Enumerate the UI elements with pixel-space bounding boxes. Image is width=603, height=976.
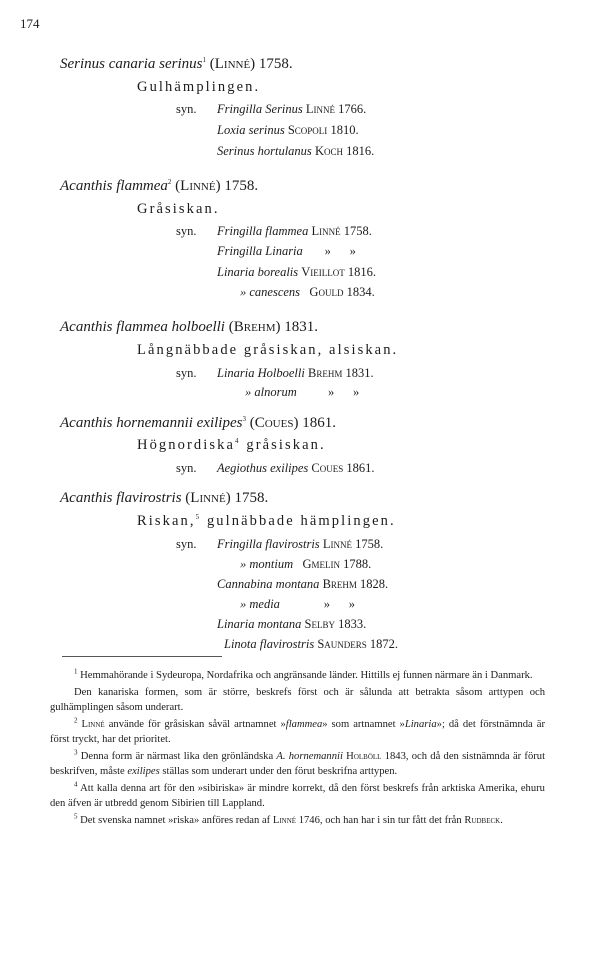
- species-name: Acanthis flammea holboelli: [60, 319, 225, 335]
- synonym-author: »: [328, 385, 335, 399]
- synonym-year: »: [349, 244, 356, 258]
- synonym-author: Linné: [305, 102, 336, 116]
- synonym-year: 1833.: [338, 617, 367, 631]
- synonym-year: 1816.: [346, 144, 375, 158]
- synonym-year: 1766.: [338, 102, 367, 116]
- footnote-mark: 3: [74, 747, 78, 756]
- footnote-4: [50, 781, 545, 812]
- footnote-text: använde för gråsiskan såväl artnamnet »: [108, 718, 286, 730]
- species-name: Acanthis hornemannii exilipes: [60, 415, 243, 431]
- footnote-text: 1843, och då den sistnämnda är förut beskrifven, måste: [50, 750, 546, 777]
- synonym-author: Selby: [304, 617, 335, 631]
- common-name-rest: gulnäbbade hämplingen.: [206, 513, 396, 529]
- common-name: Gulhämplingen.: [137, 79, 261, 95]
- footnote-italic: flammea: [285, 718, 323, 730]
- synonym-author: Saunders: [317, 637, 367, 651]
- synonym-name: Cannabina montana: [217, 577, 320, 591]
- footnote-text: Den kanariska formen, som är större, beskrefs först och är sålunda att betrakta såsom arttypen och gulhämplingen såsom underart.: [50, 686, 545, 713]
- synonym-line: [217, 265, 376, 280]
- synonym-name: » canescens: [240, 285, 301, 299]
- synonym-line: [240, 557, 371, 572]
- synonym-line: [245, 385, 359, 400]
- footnote-ref: 5: [195, 513, 202, 522]
- synonym-author: Coues: [311, 461, 344, 475]
- synonym-year: 1861.: [346, 461, 375, 475]
- footnote-5: [50, 813, 545, 829]
- synonym-author: »: [324, 244, 331, 258]
- synonym-year: 1788.: [343, 557, 372, 571]
- synonym-line: [217, 144, 374, 159]
- footnote-mark: 2: [74, 715, 78, 724]
- footnote-divider: [62, 656, 222, 657]
- species-authority: (Linné) 1758.: [209, 56, 293, 72]
- synonym-line: [217, 244, 356, 259]
- species-heading: [60, 415, 336, 432]
- footnote-text: »; då det förstnämnda är först tryckt, har det prioritet.: [50, 718, 545, 745]
- synonym-author: Gould: [309, 285, 344, 299]
- synonym-name: Aegiothus exilipes: [217, 461, 309, 475]
- common-name-rest: gråsiskan.: [246, 437, 326, 453]
- synonym-year: 1816.: [347, 265, 377, 279]
- footnote-author: Linné: [272, 814, 297, 826]
- synonym-line: [217, 461, 375, 476]
- footnote-mark: 4: [74, 779, 78, 788]
- species-authority: (Brehm) 1831.: [228, 319, 319, 335]
- common-name: Gråsiskan.: [137, 201, 220, 217]
- footnote-author: Linné: [81, 718, 105, 730]
- synonym-name: » alnorum: [245, 385, 297, 399]
- footnote-italic: Linaria: [404, 718, 437, 730]
- synonym-author: Gmelin: [302, 557, 341, 571]
- syn-label: syn.: [176, 461, 197, 475]
- footnote-author: Rudbeck: [464, 814, 501, 826]
- footnote-text: Denna form är närmast lika den grönländska: [80, 750, 274, 762]
- footnote-ref: 4: [235, 437, 241, 446]
- synonym-author: Brehm: [307, 366, 343, 380]
- footnote-text: ställas som underart under den förut beskrifna arttypen.: [162, 766, 398, 777]
- footnote-ref: 2: [167, 178, 172, 186]
- synonym-name: Fringilla Serinus: [217, 102, 303, 116]
- footnote-ref: 1: [202, 56, 206, 64]
- synonym-author: Linné: [322, 537, 352, 551]
- species-heading: [60, 178, 258, 195]
- syn-label: syn.: [176, 366, 197, 380]
- synonym-author: Vieillot: [301, 265, 345, 279]
- footnote-1-continued: [50, 685, 545, 716]
- synonym-line: [217, 617, 366, 632]
- synonym-year: 1758.: [355, 537, 384, 551]
- synonym-year: »: [353, 385, 360, 399]
- species-heading: [60, 56, 293, 73]
- synonym-year: 1831.: [345, 366, 374, 380]
- footnote-italic: A. hornemannii: [276, 750, 343, 762]
- common-name: Långnäbbade gråsiskan, alsiskan.: [137, 342, 399, 358]
- syn-label: syn.: [176, 537, 197, 551]
- species-authority: (Coues) 1861.: [249, 415, 336, 431]
- footnote-author: Holböll: [346, 750, 382, 762]
- synonym-line: [240, 597, 355, 612]
- synonym-line: [217, 102, 366, 117]
- synonym-name: Linaria Holboelli: [217, 366, 305, 380]
- footnote-3: [50, 749, 545, 780]
- species-name: Acanthis flammea: [60, 178, 168, 194]
- footnote-text: Hemmahörande i Sydeuropa, Nordafrika och angränsande länder. Hittills ej funnen närmare än i Danmark.: [80, 670, 533, 681]
- synonym-line: [217, 224, 372, 239]
- footnote-italic: exilipes: [127, 766, 160, 777]
- footnote-2: [50, 717, 545, 748]
- synonym-name: Fringilla flammea: [217, 224, 309, 238]
- footnote-ref: 3: [242, 415, 246, 423]
- synonym-name: Loxia serinus: [217, 123, 285, 137]
- synonym-author: Scopoli: [287, 123, 328, 137]
- synonym-line: [217, 537, 383, 552]
- species-authority: (Linné) 1758.: [185, 490, 269, 506]
- species-authority: (Linné) 1758.: [175, 178, 259, 194]
- species-heading: [60, 490, 268, 507]
- synonym-line: [240, 285, 375, 300]
- page-number: 174: [20, 16, 40, 31]
- footnote-mark: 1: [74, 667, 78, 676]
- footnotes: [50, 668, 545, 828]
- synonym-year: 1810.: [330, 123, 359, 137]
- footnote-text: .: [500, 814, 503, 826]
- synonym-year: 1758.: [343, 224, 372, 238]
- species-name: Serinus canaria serinus: [60, 56, 203, 72]
- synonym-year: 1872.: [369, 637, 399, 651]
- synonym-name: Linota flavirostris: [224, 637, 315, 651]
- species-name: Acanthis flavirostris: [60, 490, 182, 506]
- synonym-year: 1828.: [360, 577, 389, 591]
- synonym-author: Linné: [311, 224, 341, 238]
- footnote-text: Det svenska namnet »riska» anföres redan af: [80, 814, 271, 826]
- common-name-text: Högnordiska: [137, 437, 236, 453]
- footnote-1: [50, 668, 545, 684]
- synonym-line: [217, 123, 359, 138]
- synonym-year: »: [348, 597, 355, 611]
- synonym-author: Koch: [314, 144, 343, 158]
- synonym-name: Fringilla flavirostris: [217, 537, 320, 551]
- synonym-name: » media: [240, 597, 280, 611]
- synonym-line: [217, 577, 388, 592]
- synonym-line: [217, 366, 374, 381]
- syn-label: syn.: [176, 102, 197, 116]
- footnote-text: 1746, och han har i sin tur fått det från: [298, 814, 462, 826]
- synonym-name: Linaria montana: [217, 617, 302, 631]
- footnote-text: » som artnamnet »: [322, 718, 405, 730]
- synonym-name: Fringilla Linaria: [217, 244, 303, 258]
- synonym-name: Linaria borealis: [217, 265, 299, 279]
- common-name: [137, 437, 326, 454]
- synonym-name: » montium: [240, 557, 294, 571]
- footnote-text: Att kalla denna art för den »sibiriska» är mindre korrekt, då den först beskrefs från arktiska Amerika, ehuru den äfven är utbredd genom Sibirien till Lappland.: [50, 782, 545, 809]
- synonym-line: [224, 637, 398, 652]
- synonym-author: »: [323, 597, 330, 611]
- common-name-text: Riskan,: [137, 513, 196, 529]
- species-heading: [60, 319, 318, 336]
- synonym-name: Serinus hortulanus: [217, 144, 312, 158]
- synonym-author: Brehm: [322, 577, 357, 591]
- syn-label: syn.: [176, 224, 197, 238]
- synonym-year: 1834.: [346, 285, 375, 299]
- footnote-mark: 5: [74, 811, 78, 820]
- common-name: [137, 513, 396, 530]
